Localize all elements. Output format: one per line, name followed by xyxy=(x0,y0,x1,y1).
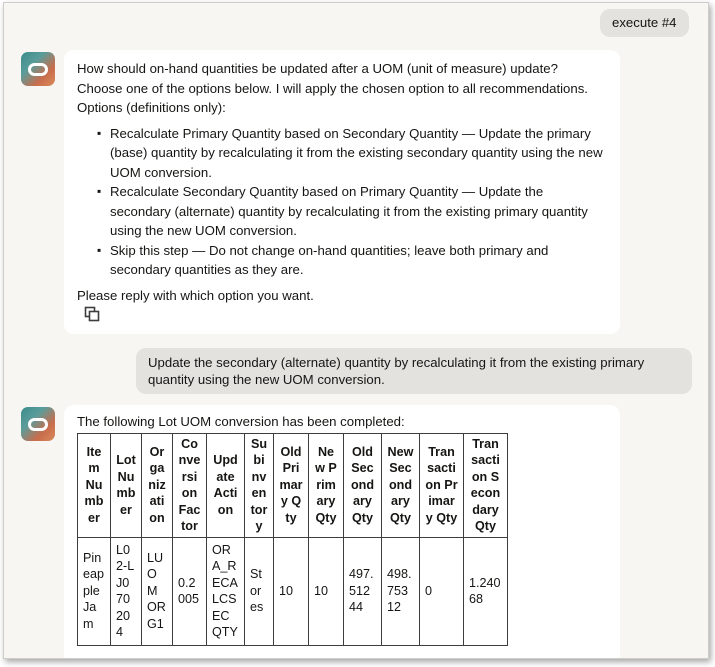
cell-old-primary-qty: 10 xyxy=(274,537,309,645)
prompt-closing: Please reply with which option you want. xyxy=(77,287,314,303)
cell-conversion-factor: 0.2005 xyxy=(173,537,207,645)
prompt-intro: How should on-hand quantities be updated after a UOM (unit of measure) update? Choose one of the options below. I will apply the chosen option to all recommendations. Options (definitions only): xyxy=(77,61,588,115)
cell-old-secondary-qty: 497.51244 xyxy=(344,537,382,645)
user-message-text: execute #4 xyxy=(612,15,677,30)
cell-item-number: PineappleJam xyxy=(78,537,111,645)
result-intro: The following Lot UOM conversion has been completed: xyxy=(77,414,405,429)
user-message-command xyxy=(600,9,689,37)
cell-organization: LUOMORG1 xyxy=(142,537,173,645)
cell-lot-number: L02-LJ070204 xyxy=(111,537,142,645)
oracle-logo-icon xyxy=(28,63,48,76)
col-lot-number: Lot Number xyxy=(111,433,142,537)
col-update-action: Update Action xyxy=(207,433,245,537)
cell-transaction-primary-qty: 0 xyxy=(420,537,464,645)
col-new-secondary-qty: New Secondary Qty xyxy=(382,433,420,537)
col-old-secondary-qty: Old Secondary Qty xyxy=(344,433,382,537)
col-subinventory: Subinventory xyxy=(245,433,274,537)
option-item: ▪ Recalculate Primary Quantity based on Secondary Quantity — Update the primary (base) quantity by recalculating it from the existing secondary quantity using the new UOM conversion. xyxy=(77,124,607,183)
options-list xyxy=(77,124,607,280)
user-message-reply xyxy=(136,348,692,394)
col-old-primary-qty: Old Primary Qty xyxy=(274,433,309,537)
cell-update-action: ORA_RECALCSECQTY xyxy=(207,537,245,645)
assistant-message-result xyxy=(64,405,620,659)
option-item: ▪ Skip this step — Do not change on-hand quantities; leave both primary and secondary quantities as they are. xyxy=(77,241,607,280)
table-row xyxy=(78,537,508,645)
cell-transaction-secondary-qty: 1.24068 xyxy=(464,537,508,645)
col-new-primary-qty: New Primary Qty xyxy=(309,433,344,537)
chat-window xyxy=(3,2,709,659)
cell-new-primary-qty: 10 xyxy=(309,537,344,645)
option-item: ▪ Recalculate Secondary Quantity based on Primary Quantity — Update the secondary (alternate) quantity by recalculating it from the existing primary quantity using the new UOM conversion. xyxy=(77,182,607,241)
table-header-row xyxy=(78,433,508,537)
copy-icon[interactable] xyxy=(83,305,101,323)
col-organization: Organization xyxy=(142,433,173,537)
user-message-text: Update the secondary (alternate) quantity by recalculating it from the existing primary quantity using the new UOM conversion. xyxy=(148,355,645,387)
assistant-avatar xyxy=(21,407,55,441)
col-item-number: Item Number xyxy=(78,433,111,537)
lot-uom-table xyxy=(77,433,508,646)
cell-subinventory: Stores xyxy=(245,537,274,645)
col-transaction-primary-qty: Transaction Primary Qty xyxy=(420,433,464,537)
assistant-message-prompt xyxy=(64,50,620,334)
assistant-avatar xyxy=(21,52,55,86)
oracle-logo-icon xyxy=(28,418,48,431)
cell-new-secondary-qty: 498.75312 xyxy=(382,537,420,645)
col-transaction-secondary-qty: Transaction Secondary Qty xyxy=(464,433,508,537)
col-conversion-factor: Conversion Factor xyxy=(173,433,207,537)
